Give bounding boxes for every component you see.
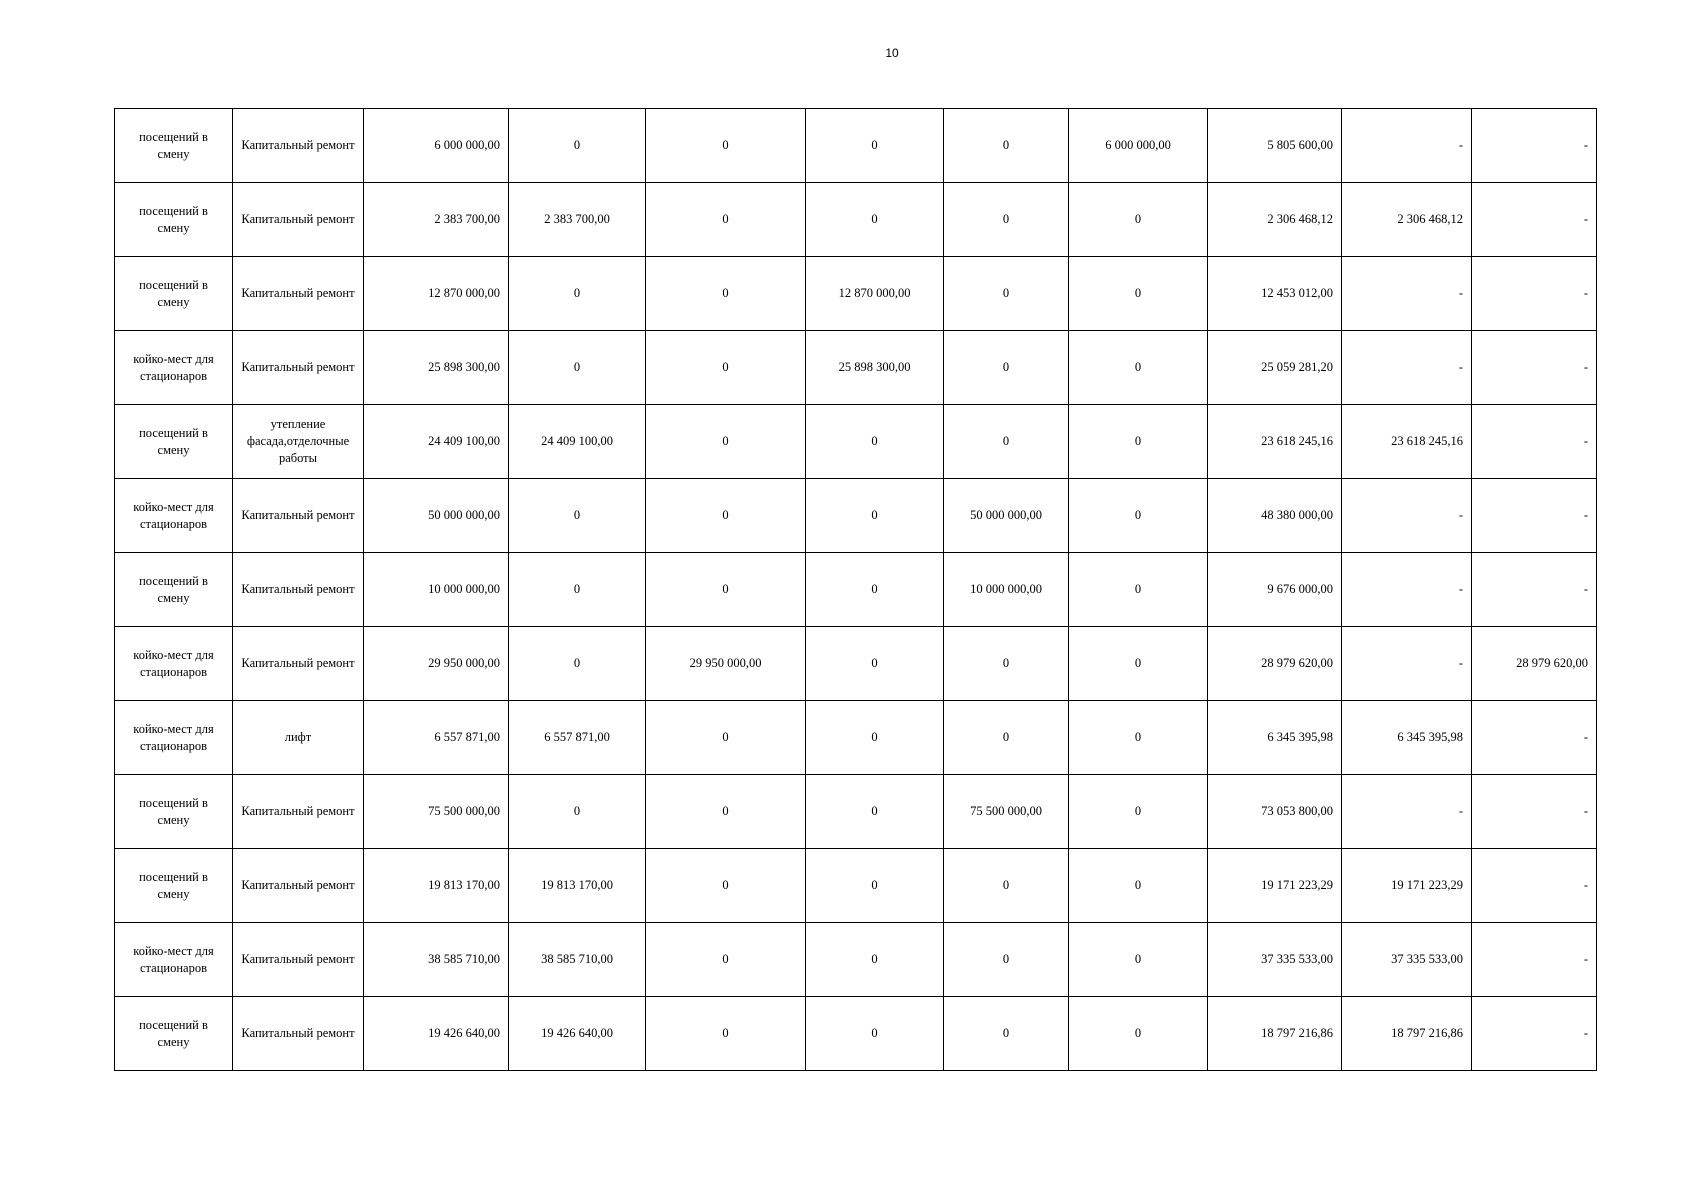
cell-year-3: 0 (806, 479, 944, 553)
cell-total: 6 557 871,00 (364, 701, 509, 775)
cell-total: 6 000 000,00 (364, 109, 509, 183)
cell-estimate: 25 059 281,20 (1208, 331, 1342, 405)
cell-contract-1: - (1342, 553, 1472, 627)
cell-year-4: 50 000 000,00 (944, 479, 1069, 553)
cell-year-1: 2 383 700,00 (509, 183, 646, 257)
cell-year-5: 0 (1069, 553, 1208, 627)
table-row (115, 257, 1597, 331)
cell-year-2: 0 (646, 257, 806, 331)
cell-unit: койко-мест для стационаров (115, 479, 233, 553)
cell-contract-2: - (1472, 331, 1597, 405)
cell-estimate: 19 171 223,29 (1208, 849, 1342, 923)
cell-year-4: 0 (944, 923, 1069, 997)
cell-year-1: 0 (509, 257, 646, 331)
cell-unit: посещений в смену (115, 183, 233, 257)
cell-year-1: 38 585 710,00 (509, 923, 646, 997)
cell-work-type: Капитальный ремонт (233, 923, 364, 997)
cell-year-3: 0 (806, 183, 944, 257)
cell-work-type: лифт (233, 701, 364, 775)
cell-year-2: 0 (646, 923, 806, 997)
table-row (115, 405, 1597, 479)
cell-contract-1: 37 335 533,00 (1342, 923, 1472, 997)
cell-year-5: 0 (1069, 331, 1208, 405)
cell-contract-2: - (1472, 849, 1597, 923)
cell-year-1: 0 (509, 109, 646, 183)
cell-year-5: 0 (1069, 627, 1208, 701)
cell-year-3: 0 (806, 775, 944, 849)
cell-contract-2: - (1472, 553, 1597, 627)
cell-year-5: 0 (1069, 479, 1208, 553)
cell-year-3: 0 (806, 849, 944, 923)
cell-contract-1: - (1342, 109, 1472, 183)
cell-work-type: Капитальный ремонт (233, 331, 364, 405)
cell-total: 38 585 710,00 (364, 923, 509, 997)
cell-year-2: 0 (646, 479, 806, 553)
cell-unit: посещений в смену (115, 405, 233, 479)
cell-year-1: 6 557 871,00 (509, 701, 646, 775)
cell-contract-1: - (1342, 627, 1472, 701)
cell-total: 19 813 170,00 (364, 849, 509, 923)
cell-year-3: 0 (806, 997, 944, 1071)
cell-year-4: 0 (944, 627, 1069, 701)
cell-contract-1: - (1342, 331, 1472, 405)
page-number: 10 (885, 46, 899, 60)
cell-year-1: 0 (509, 553, 646, 627)
table-row (115, 775, 1597, 849)
cell-year-3: 0 (806, 109, 944, 183)
cell-year-4: 0 (944, 405, 1069, 479)
cell-year-5: 0 (1069, 849, 1208, 923)
cell-year-5: 0 (1069, 257, 1208, 331)
cell-year-4: 0 (944, 849, 1069, 923)
cell-contract-2: - (1472, 183, 1597, 257)
cell-contract-2: - (1472, 775, 1597, 849)
table-row (115, 109, 1597, 183)
cell-contract-1: 23 618 245,16 (1342, 405, 1472, 479)
cell-year-4: 0 (944, 331, 1069, 405)
cell-year-4: 0 (944, 109, 1069, 183)
cell-contract-2: - (1472, 109, 1597, 183)
cell-year-3: 0 (806, 553, 944, 627)
table-row (115, 997, 1597, 1071)
cell-unit: койко-мест для стационаров (115, 701, 233, 775)
cell-estimate: 23 618 245,16 (1208, 405, 1342, 479)
cell-estimate: 12 453 012,00 (1208, 257, 1342, 331)
cell-total: 12 870 000,00 (364, 257, 509, 331)
cell-contract-2: - (1472, 923, 1597, 997)
cell-year-1: 19 426 640,00 (509, 997, 646, 1071)
cell-year-2: 0 (646, 553, 806, 627)
cell-year-5: 0 (1069, 997, 1208, 1071)
cell-year-5: 0 (1069, 923, 1208, 997)
cell-year-5: 0 (1069, 183, 1208, 257)
cell-unit: койко-мест для стационаров (115, 923, 233, 997)
cell-contract-1: - (1342, 257, 1472, 331)
cell-year-2: 0 (646, 997, 806, 1071)
table-row (115, 183, 1597, 257)
cell-year-5: 0 (1069, 775, 1208, 849)
cell-total: 2 383 700,00 (364, 183, 509, 257)
cell-unit: койко-мест для стационаров (115, 627, 233, 701)
cell-year-2: 0 (646, 331, 806, 405)
cell-year-2: 29 950 000,00 (646, 627, 806, 701)
cell-estimate: 48 380 000,00 (1208, 479, 1342, 553)
cell-unit: койко-мест для стационаров (115, 331, 233, 405)
cell-estimate: 2 306 468,12 (1208, 183, 1342, 257)
cell-year-5: 6 000 000,00 (1069, 109, 1208, 183)
cell-total: 24 409 100,00 (364, 405, 509, 479)
cell-year-5: 0 (1069, 405, 1208, 479)
cell-estimate: 9 676 000,00 (1208, 553, 1342, 627)
cell-work-type: Капитальный ремонт (233, 553, 364, 627)
cell-contract-1: - (1342, 775, 1472, 849)
cell-year-3: 0 (806, 405, 944, 479)
cell-year-2: 0 (646, 183, 806, 257)
cell-work-type: Капитальный ремонт (233, 479, 364, 553)
cell-contract-2: - (1472, 701, 1597, 775)
cell-year-2: 0 (646, 405, 806, 479)
table-row (115, 923, 1597, 997)
cell-contract-1: 6 345 395,98 (1342, 701, 1472, 775)
cell-year-5: 0 (1069, 701, 1208, 775)
cell-year-1: 19 813 170,00 (509, 849, 646, 923)
cell-total: 10 000 000,00 (364, 553, 509, 627)
cell-total: 25 898 300,00 (364, 331, 509, 405)
cell-contract-2: - (1472, 257, 1597, 331)
cell-contract-1: 2 306 468,12 (1342, 183, 1472, 257)
cell-year-3: 0 (806, 701, 944, 775)
cell-year-1: 0 (509, 331, 646, 405)
cell-work-type: Капитальный ремонт (233, 849, 364, 923)
cell-year-1: 24 409 100,00 (509, 405, 646, 479)
cell-work-type: утепление фасада,отделочные работы (233, 405, 364, 479)
table-row (115, 627, 1597, 701)
cell-year-4: 10 000 000,00 (944, 553, 1069, 627)
cell-total: 29 950 000,00 (364, 627, 509, 701)
cell-estimate: 73 053 800,00 (1208, 775, 1342, 849)
cell-contract-2: 28 979 620,00 (1472, 627, 1597, 701)
cell-year-3: 25 898 300,00 (806, 331, 944, 405)
cell-contract-1: 19 171 223,29 (1342, 849, 1472, 923)
cell-year-2: 0 (646, 849, 806, 923)
cell-work-type: Капитальный ремонт (233, 997, 364, 1071)
cell-total: 75 500 000,00 (364, 775, 509, 849)
cell-unit: посещений в смену (115, 257, 233, 331)
cell-year-2: 0 (646, 701, 806, 775)
cell-contract-1: - (1342, 479, 1472, 553)
cell-year-4: 0 (944, 701, 1069, 775)
table-row (115, 701, 1597, 775)
cell-work-type: Капитальный ремонт (233, 109, 364, 183)
cell-contract-2: - (1472, 405, 1597, 479)
table-row (115, 479, 1597, 553)
cell-year-1: 0 (509, 479, 646, 553)
cell-estimate: 28 979 620,00 (1208, 627, 1342, 701)
cell-estimate: 5 805 600,00 (1208, 109, 1342, 183)
cell-unit: посещений в смену (115, 997, 233, 1071)
cell-year-1: 0 (509, 627, 646, 701)
cell-year-2: 0 (646, 775, 806, 849)
cell-year-3: 12 870 000,00 (806, 257, 944, 331)
cell-work-type: Капитальный ремонт (233, 627, 364, 701)
cell-estimate: 37 335 533,00 (1208, 923, 1342, 997)
cell-unit: посещений в смену (115, 553, 233, 627)
cell-work-type: Капитальный ремонт (233, 257, 364, 331)
cell-contract-2: - (1472, 997, 1597, 1071)
cell-year-3: 0 (806, 627, 944, 701)
cell-unit: посещений в смену (115, 849, 233, 923)
cell-estimate: 6 345 395,98 (1208, 701, 1342, 775)
cell-year-4: 0 (944, 997, 1069, 1071)
table-row (115, 331, 1597, 405)
cell-estimate: 18 797 216,86 (1208, 997, 1342, 1071)
table-body (115, 109, 1597, 1071)
cell-total: 19 426 640,00 (364, 997, 509, 1071)
cell-unit: посещений в смену (115, 775, 233, 849)
cell-year-3: 0 (806, 923, 944, 997)
cell-contract-2: - (1472, 479, 1597, 553)
table-row (115, 553, 1597, 627)
cell-year-4: 75 500 000,00 (944, 775, 1069, 849)
cell-year-4: 0 (944, 183, 1069, 257)
cell-year-4: 0 (944, 257, 1069, 331)
budget-table (114, 108, 1597, 1071)
cell-work-type: Капитальный ремонт (233, 775, 364, 849)
cell-total: 50 000 000,00 (364, 479, 509, 553)
table-row (115, 849, 1597, 923)
cell-work-type: Капитальный ремонт (233, 183, 364, 257)
cell-unit: посещений в смену (115, 109, 233, 183)
cell-year-1: 0 (509, 775, 646, 849)
cell-contract-1: 18 797 216,86 (1342, 997, 1472, 1071)
cell-year-2: 0 (646, 109, 806, 183)
